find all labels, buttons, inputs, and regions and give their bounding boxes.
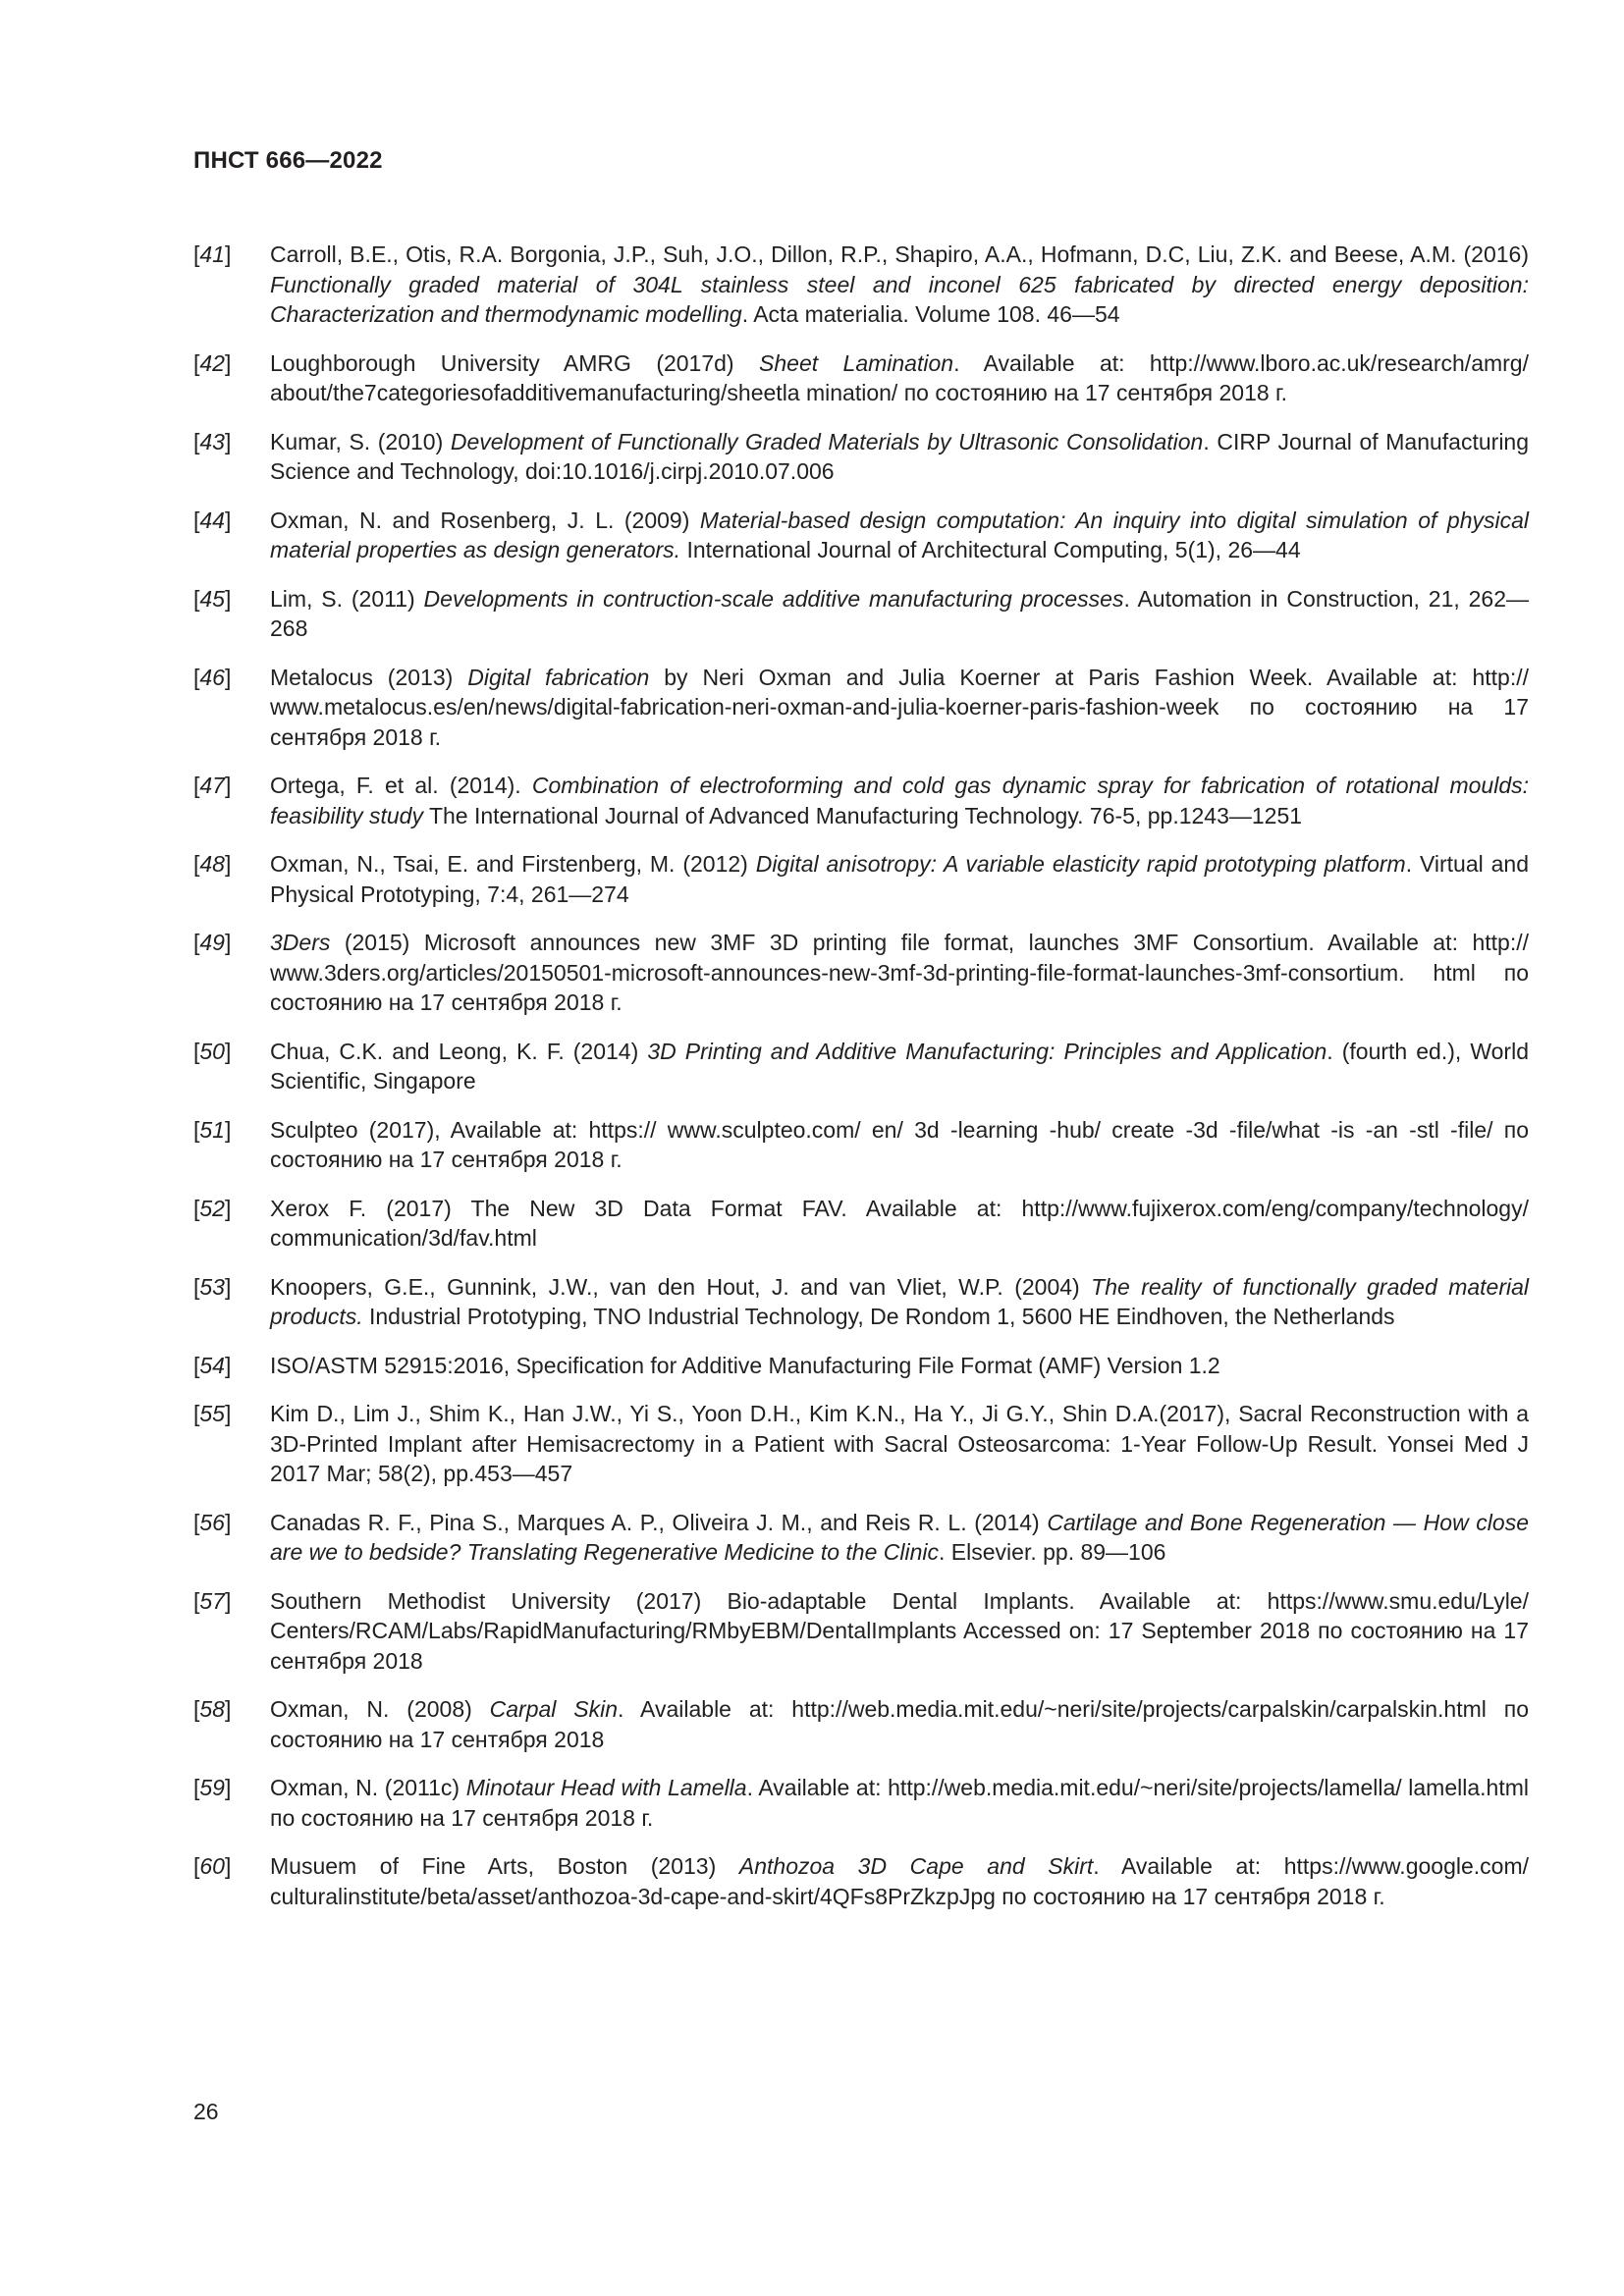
reference-text-part: Oxman, N. (2008) bbox=[270, 1696, 490, 1722]
reference-number-value: 41 bbox=[199, 241, 225, 267]
reference-number: [47] bbox=[193, 773, 232, 798]
reference-title-italic: Minotaur Head with Lamella bbox=[465, 1775, 747, 1800]
reference-title-italic: 3D Printing and Additive Manufacturing: Principles and Application bbox=[647, 1038, 1327, 1064]
reference-number-value: 59 bbox=[199, 1775, 225, 1800]
reference-item bbox=[193, 1508, 1529, 1568]
reference-number: [59] bbox=[193, 1775, 232, 1800]
reference-item bbox=[193, 1586, 1529, 1677]
reference-number: [44] bbox=[193, 507, 232, 533]
reference-text-part: . Available at: http://web.media.mit.edu/~neri/site/projects/carpalskin/carpalskin.html по состоянию на 17 сентября 2018 bbox=[270, 1696, 1529, 1752]
reference-text-part: Carroll, B.E., Otis, R.A. Borgonia, J.P., Suh, J.O., Dillon, R.P., Shapiro, A.A., Hofmann, D.C, Liu, Z.K. and Beese, A.M. (2016) bbox=[270, 241, 1529, 267]
page-number: 26 bbox=[193, 2099, 219, 2124]
page-header-doc-id: ПНСТ 666—2022 bbox=[193, 147, 383, 174]
reference-text bbox=[270, 1194, 1529, 1254]
reference-text-part: International Journal of Architectural Computing, 5(1), 26—44 bbox=[680, 537, 1301, 562]
reference-title-italic: Developments in contruction-scale additive manufacturing processes bbox=[423, 585, 1124, 612]
reference-item bbox=[193, 348, 1529, 408]
reference-text bbox=[270, 1037, 1529, 1096]
reference-item bbox=[193, 849, 1529, 909]
reference-text bbox=[270, 928, 1529, 1018]
reference-item bbox=[193, 663, 1529, 753]
reference-number: [54] bbox=[193, 1352, 232, 1378]
reference-number-value: 54 bbox=[199, 1352, 225, 1378]
reference-text bbox=[270, 348, 1529, 408]
reference-number-value: 47 bbox=[199, 773, 225, 798]
reference-text bbox=[270, 1773, 1529, 1833]
reference-number-value: 45 bbox=[199, 585, 225, 612]
reference-text bbox=[270, 506, 1529, 565]
reference-number-value: 42 bbox=[199, 349, 225, 376]
reference-title-italic: The reality of functionally graded material products. bbox=[270, 1273, 1529, 1329]
reference-number-value: 46 bbox=[199, 664, 225, 690]
reference-text-part: Ortega, F. et al. (2014). bbox=[270, 773, 532, 798]
reference-number-value: 44 bbox=[199, 507, 225, 533]
reference-number: [41] bbox=[193, 241, 232, 267]
reference-item bbox=[193, 506, 1529, 565]
reference-number-value: 57 bbox=[199, 1587, 225, 1614]
reference-title-italic: Material-based design computation: An inquiry into digital simulation of physical material properties as design generators. bbox=[270, 507, 1530, 562]
reference-title-italic: Sheet Lamination bbox=[759, 349, 954, 376]
reference-text bbox=[270, 663, 1529, 753]
reference-text-part: Industrial Prototyping, TNO Industrial Technology, De Rondom 1, 5600 HE Eindhoven, the Netherlands bbox=[362, 1304, 1395, 1329]
reference-number-value: 56 bbox=[199, 1509, 225, 1535]
reference-title-italic: Digital fabrication bbox=[467, 664, 650, 690]
reference-text-part: . Acta materialia. Volume 108. 46—54 bbox=[741, 301, 1120, 327]
reference-text bbox=[270, 1399, 1529, 1489]
reference-item bbox=[193, 1037, 1529, 1096]
reference-text bbox=[270, 849, 1529, 909]
reference-number-value: 60 bbox=[199, 1853, 225, 1879]
reference-item bbox=[193, 1194, 1529, 1254]
reference-number-value: 55 bbox=[199, 1401, 225, 1426]
reference-text-part: Xerox F. (2017) The New 3D Data Format FAV. Available at: http://www.fujixerox.com/eng/company/technology/ communication/3d/fav.html bbox=[270, 1195, 1529, 1251]
reference-text bbox=[270, 1586, 1529, 1677]
reference-text-part: ISO/ASTM 52915:2016, Specification for Additive Manufacturing File Format (AMF) Version 1.2 bbox=[270, 1352, 1220, 1378]
reference-number: [46] bbox=[193, 664, 232, 690]
reference-number: [56] bbox=[193, 1509, 232, 1535]
reference-number: [50] bbox=[193, 1038, 232, 1064]
reference-item bbox=[193, 928, 1529, 1018]
reference-number: [57] bbox=[193, 1587, 232, 1614]
reference-number: [52] bbox=[193, 1195, 232, 1221]
reference-text-part: Knoopers, G.E., Gunnink, J.W., van den Hout, J. and van Vliet, W.P. (2004) bbox=[270, 1273, 1092, 1300]
reference-item bbox=[193, 1115, 1529, 1175]
reference-title-italic: Functionally graded material of 304L stainless steel and inconel 625 fabricated by directed energy deposition: Characterization and thermodynamic modelling bbox=[270, 271, 1529, 327]
reference-text-part: Musuem of Fine Arts, Boston (2013) bbox=[270, 1853, 739, 1879]
reference-title-italic: Carpal Skin bbox=[489, 1696, 619, 1722]
reference-number: [51] bbox=[193, 1116, 232, 1143]
reference-text-part: Metalocus (2013) bbox=[270, 664, 468, 690]
reference-text bbox=[270, 1694, 1529, 1754]
reference-title-italic: Anthozoa 3D Cape and Skirt bbox=[738, 1853, 1094, 1879]
reference-number-value: 52 bbox=[199, 1195, 225, 1221]
reference-text-part: Loughborough University AMRG (2017d) bbox=[270, 349, 760, 376]
reference-list bbox=[193, 240, 1529, 1930]
reference-number-value: 49 bbox=[199, 930, 225, 955]
reference-text-part: Oxman, N. and Rosenberg, J. L. (2009) bbox=[270, 507, 700, 533]
reference-text-part: . Elsevier. pp. 89—106 bbox=[939, 1539, 1166, 1565]
reference-item bbox=[193, 771, 1529, 830]
reference-text-part: Oxman, N. (2011c) bbox=[270, 1775, 466, 1800]
reference-text-part: Oxman, N., Tsai, E. and Firstenberg, M. (2012) bbox=[270, 851, 756, 877]
reference-text bbox=[270, 771, 1529, 830]
reference-item bbox=[193, 1351, 1529, 1381]
reference-number: [45] bbox=[193, 585, 232, 612]
reference-text bbox=[270, 1351, 1529, 1381]
reference-number: [53] bbox=[193, 1273, 232, 1300]
reference-text bbox=[270, 584, 1529, 644]
reference-text-part: Kumar, S. (2010) bbox=[270, 428, 451, 454]
reference-item bbox=[193, 1399, 1529, 1489]
reference-item bbox=[193, 584, 1529, 644]
reference-text-part: . Available at: http://www.lboro.ac.uk/research/amrg/ about/the7categoriesofadditivemanufacturing/sheetla mination/ по состоянию на 17 сентября 2018 г. bbox=[270, 349, 1529, 405]
reference-title-italic: Development of Functionally Graded Materials by Ultrasonic Consolidation bbox=[450, 428, 1204, 454]
reference-number-value: 48 bbox=[199, 851, 225, 877]
reference-number-value: 50 bbox=[199, 1038, 225, 1064]
reference-text-part: . Available at: http://web.media.mit.edu/~neri/site/projects/lamella/ lamella.html по состоянию на 17 сентября 2018 г. bbox=[270, 1775, 1529, 1831]
reference-number: [42] bbox=[193, 349, 232, 376]
reference-number-value: 43 bbox=[199, 428, 225, 454]
reference-text-part: (2015) Microsoft announces new 3MF 3D printing file format, launches 3MF Consortium. Available at: http:// www.3ders.org/articles/20150501-microsoft-announces-new-3mf-3d-printing-file-format-launches-3mf-consortium. html по состоянию на 17 сентября 2018 г. bbox=[270, 930, 1529, 1015]
reference-item bbox=[193, 427, 1529, 487]
reference-number: [60] bbox=[193, 1853, 232, 1879]
reference-item bbox=[193, 1694, 1529, 1754]
reference-text-part: . (fourth ed.), World Scientific, Singapore bbox=[270, 1038, 1529, 1094]
reference-title-italic: Cartilage and Bone Regeneration — How close are we to bedside? Translating Regenerative Medicine to the Clinic bbox=[270, 1509, 1529, 1565]
reference-number-value: 53 bbox=[199, 1273, 225, 1300]
reference-text-part: Kim D., Lim J., Shim K., Han J.W., Yi S., Yoon D.H., Kim K.N., Ha Y., Ji G.Y., Shin D.A.(2017), Sacral Reconstruction with a 3D-Printed Implant after Hemisacrectomy in a Patient with Sacral Osteosarcoma: 1-Year Follow-Up Result. Yonsei Med J 2017 Mar; 58(2), pp.453—457 bbox=[270, 1401, 1529, 1486]
reference-text-part: The International Journal of Advanced Manufacturing Technology. 76-5, pp.1243—1251 bbox=[422, 802, 1303, 828]
reference-text-part: . Automation in Construction, 21, 262—268 bbox=[270, 585, 1529, 641]
reference-number: [49] bbox=[193, 930, 232, 955]
reference-text-part: Chua, C.K. and Leong, K. F. (2014) bbox=[270, 1038, 648, 1064]
reference-text-part: Lim, S. (2011) bbox=[270, 585, 424, 612]
reference-number: [48] bbox=[193, 851, 232, 877]
reference-item bbox=[193, 240, 1529, 330]
reference-text-part: . Virtual and Physical Prototyping, 7:4, 261—274 bbox=[270, 851, 1530, 907]
reference-text-part: by Neri Oxman and Julia Koerner at Paris Fashion Week. Available at: http:// www.metalocus.es/en/news/digital-fabrication-neri-oxman-and-julia-koerner-paris-fashion-week по состоянию на 17 сентября 2018 г. bbox=[270, 664, 1529, 750]
reference-title-italic: Digital anisotropy: A variable elasticity rapid prototyping platform bbox=[755, 851, 1406, 877]
reference-item bbox=[193, 1773, 1529, 1833]
reference-text bbox=[270, 240, 1529, 330]
reference-text-part: Canadas R. F., Pina S., Marques A. P., Oliveira J. M., and Reis R. L. (2014) bbox=[270, 1509, 1048, 1535]
reference-number: [55] bbox=[193, 1401, 232, 1426]
reference-text bbox=[270, 1115, 1529, 1175]
reference-item bbox=[193, 1272, 1529, 1332]
reference-text-part: Southern Methodist University (2017) Bio-adaptable Dental Implants. Available at: https://www.smu.edu/Lyle/ Centers/RCAM/Labs/RapidManufacturing/RMbyEBM/DentalImplants Accessed on: 17 September 2018 по состоянию на 17 сентября 2018 bbox=[270, 1587, 1529, 1674]
reference-text-part: . CIRP Journal of Manufacturing Science and Technology, doi:10.1016/j.cirpj.2010.07.006 bbox=[270, 428, 1530, 484]
reference-text-part: . Available at: https://www.google.com/ culturalinstitute/beta/asset/anthozoa-3d-cape-and-skirt/4QFs8PrZkzpJpg по состоянию на 17 сентября 2018 г. bbox=[270, 1853, 1529, 1909]
reference-text bbox=[270, 1851, 1529, 1911]
reference-number-value: 58 bbox=[199, 1696, 225, 1722]
reference-title-italic: Combination of electroforming and cold gas dynamic spray for fabrication of rotational moulds: feasibility study bbox=[270, 773, 1529, 828]
reference-text bbox=[270, 427, 1529, 487]
reference-text bbox=[270, 1272, 1529, 1332]
reference-text bbox=[270, 1508, 1529, 1568]
reference-text-part: Sculpteo (2017), Available at: https:// www.sculpteo.com/ en/ 3d -learning -hub/ create -3d -file/what -is -an -stl -file/ по состоянию на 17 сентября 2018 г. bbox=[270, 1116, 1529, 1172]
reference-number: [43] bbox=[193, 428, 232, 454]
reference-title-italic: 3Ders bbox=[270, 930, 331, 955]
reference-item bbox=[193, 1851, 1529, 1911]
reference-number: [58] bbox=[193, 1696, 232, 1722]
reference-number-value: 51 bbox=[199, 1116, 225, 1143]
